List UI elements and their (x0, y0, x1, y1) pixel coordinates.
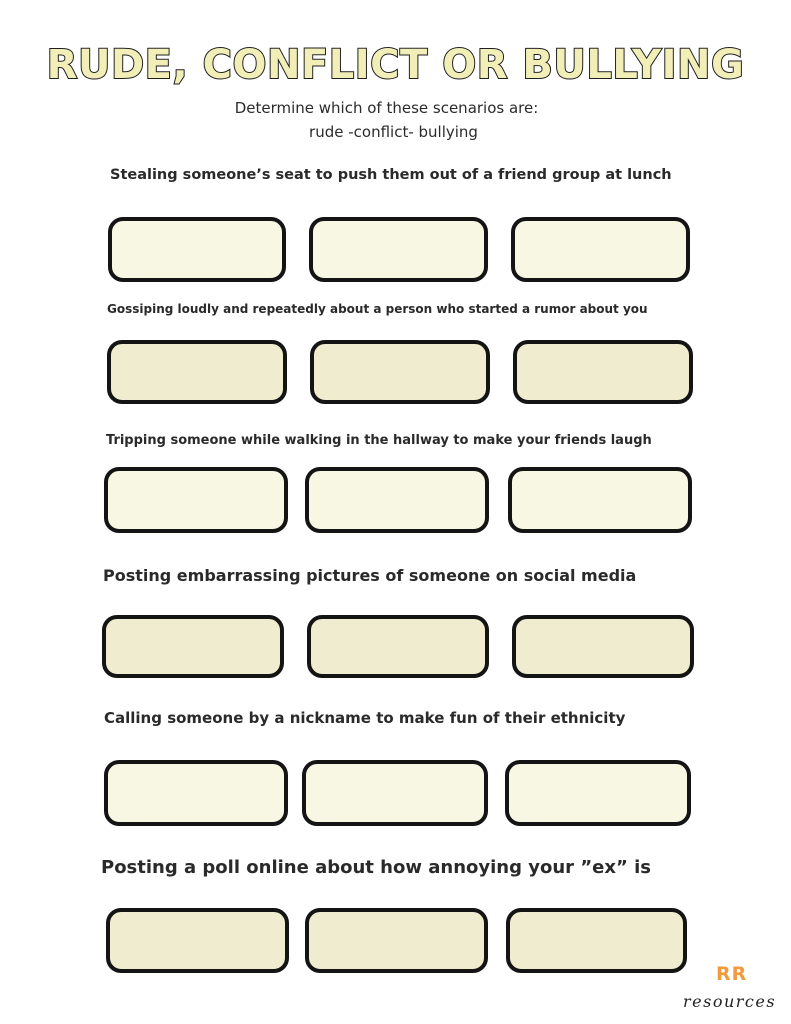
logo-resources-script: resources (683, 992, 777, 1011)
logo-rr-mark: RR (716, 963, 748, 985)
scenario-5-answer-box-3[interactable] (505, 760, 691, 826)
scenario-1-answer-box-2[interactable] (309, 217, 488, 282)
scenario-6-text: Posting a poll online about how annoying your ”ex” is (101, 857, 651, 878)
instruction-line-1: Determine which of these scenarios are: (234, 99, 539, 117)
scenario-1-answer-box-1[interactable] (108, 217, 286, 282)
instruction-line-2: rude -conflict- bullying (309, 123, 478, 141)
scenario-4-answer-box-3[interactable] (512, 615, 694, 678)
scenario-2-answer-box-3[interactable] (513, 340, 693, 404)
scenario-1-text: Stealing someone’s seat to push them out of a friend group at lunch (110, 167, 672, 183)
scenario-4-answer-box-1[interactable] (102, 615, 284, 678)
scenario-3-answer-box-1[interactable] (104, 467, 288, 533)
scenario-3-answer-box-2[interactable] (305, 467, 489, 533)
scenario-3-text: Tripping someone while walking in the hallway to make your friends laugh (106, 433, 652, 448)
page-title: RUDE, CONFLICT OR BULLYING (46, 42, 745, 88)
scenario-6-answer-box-3[interactable] (506, 908, 687, 973)
scenario-5-answer-box-2[interactable] (302, 760, 488, 826)
scenario-1-answer-box-3[interactable] (511, 217, 690, 282)
scenario-5-answer-box-1[interactable] (104, 760, 288, 826)
scenario-2-text: Gossiping loudly and repeatedly about a person who started a rumor about you (107, 302, 648, 316)
scenario-6-answer-box-1[interactable] (106, 908, 289, 973)
scenario-2-answer-box-1[interactable] (107, 340, 287, 404)
scenario-2-answer-box-2[interactable] (310, 340, 490, 404)
scenario-5-text: Calling someone by a nickname to make fun of their ethnicity (104, 709, 626, 727)
scenario-6-answer-box-2[interactable] (305, 908, 488, 973)
scenario-3-answer-box-3[interactable] (508, 467, 692, 533)
scenario-4-text: Posting embarrassing pictures of someone on social media (103, 566, 637, 585)
scenario-4-answer-box-2[interactable] (307, 615, 489, 678)
